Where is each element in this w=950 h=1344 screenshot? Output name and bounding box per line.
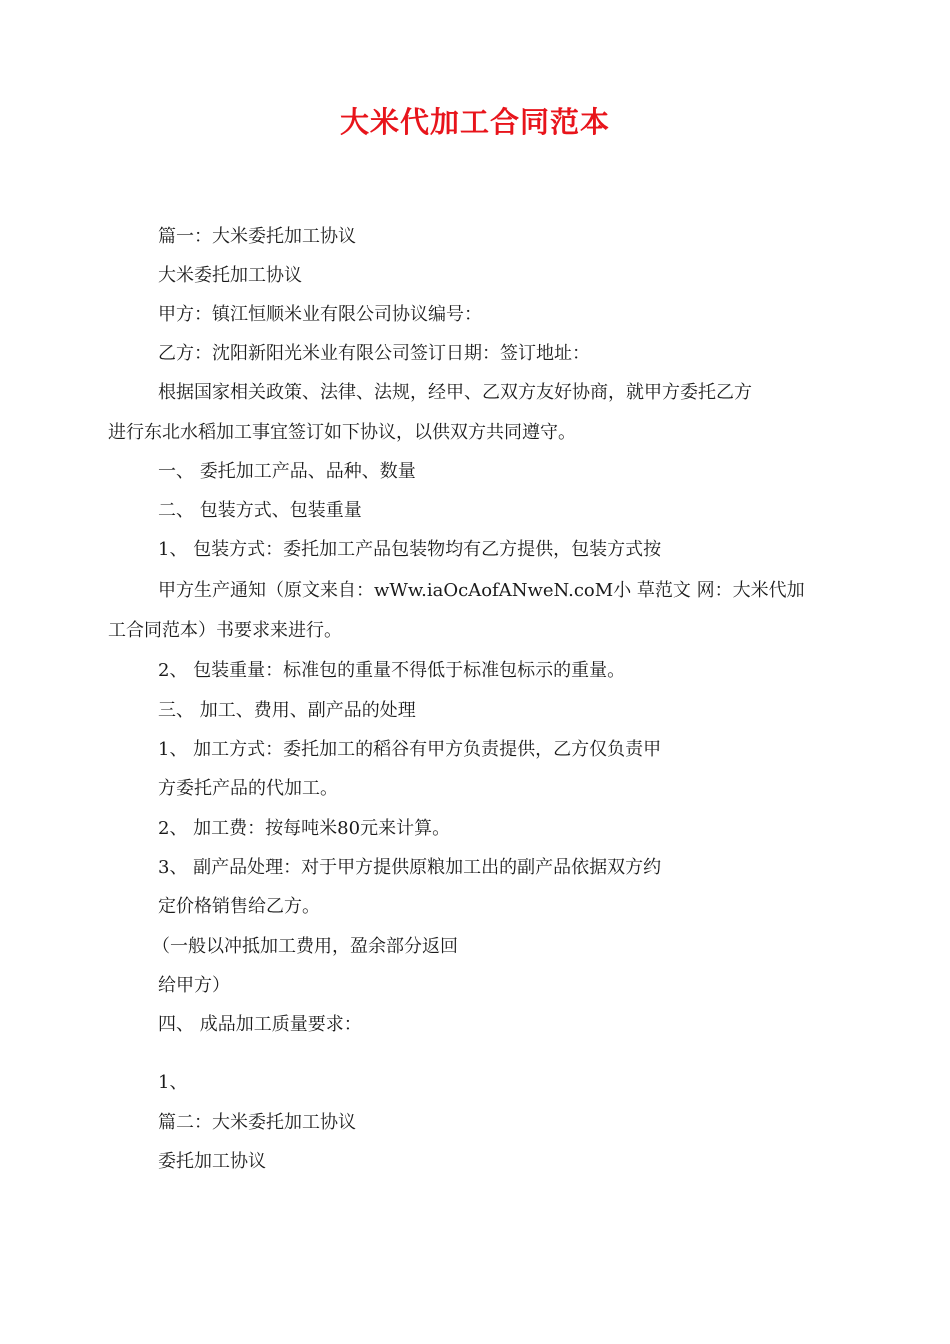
clause-item: 3、 副产品处理：对于甲方提供原粮加工出的副产品依据双方约 xyxy=(158,857,662,878)
clause-heading: 四、 成品加工质量要求： xyxy=(158,1014,362,1035)
paragraph: 给甲方） xyxy=(158,975,230,996)
paragraph: 进行东北水稻加工事宜签订如下协议，以供双方共同遵守。 xyxy=(108,422,576,443)
clause-item: 1、 加工方式：委托加工的稻谷有甲方负责提供，乙方仅负责甲 xyxy=(158,739,662,760)
paragraph: （一般以冲抵加工费用，盈余部分返回 xyxy=(152,936,458,957)
party-b-line: 乙方：沈阳新阳光米业有限公司签订日期：签订地址： xyxy=(158,343,590,364)
clause-item: 1、 包装方式：委托加工产品包装物均有乙方提供，包装方式按 xyxy=(158,539,662,560)
clause-item: 2、 包装重量：标准包的重量不得低于标准包标示的重量。 xyxy=(158,660,626,681)
paragraph: 工合同范本）书要求来进行。 xyxy=(108,620,342,641)
paragraph: 方委托产品的代加工。 xyxy=(158,778,338,799)
paragraph: 大米委托加工协议 xyxy=(158,265,302,286)
paragraph: 委托加工协议 xyxy=(158,1151,266,1172)
clause-item: 2、 加工费：按每吨米80元来计算。 xyxy=(158,818,451,839)
clause-item: 1、 xyxy=(158,1072,188,1093)
clause-heading: 三、 加工、费用、副产品的处理 xyxy=(158,700,416,721)
clause-heading: 一、 委托加工产品、品种、数量 xyxy=(158,461,416,482)
section-heading: 篇一：大米委托加工协议 xyxy=(158,226,356,247)
party-a-line: 甲方：镇江恒顺米业有限公司协议编号： xyxy=(158,304,482,325)
paragraph: 甲方生产通知（原文来自：wWw.iaOcAofANweN.coM小 草范文 网：大米代加 xyxy=(158,580,805,601)
clause-heading: 二、 包装方式、包装重量 xyxy=(158,500,362,521)
paragraph: 根据国家相关政策、法律、法规，经甲、乙双方友好协商，就甲方委托乙方 xyxy=(158,382,752,403)
paragraph: 定价格销售给乙方。 xyxy=(158,896,320,917)
section-heading: 篇二：大米委托加工协议 xyxy=(158,1112,356,1133)
document-title: 大米代加工合同范本 xyxy=(339,105,610,139)
